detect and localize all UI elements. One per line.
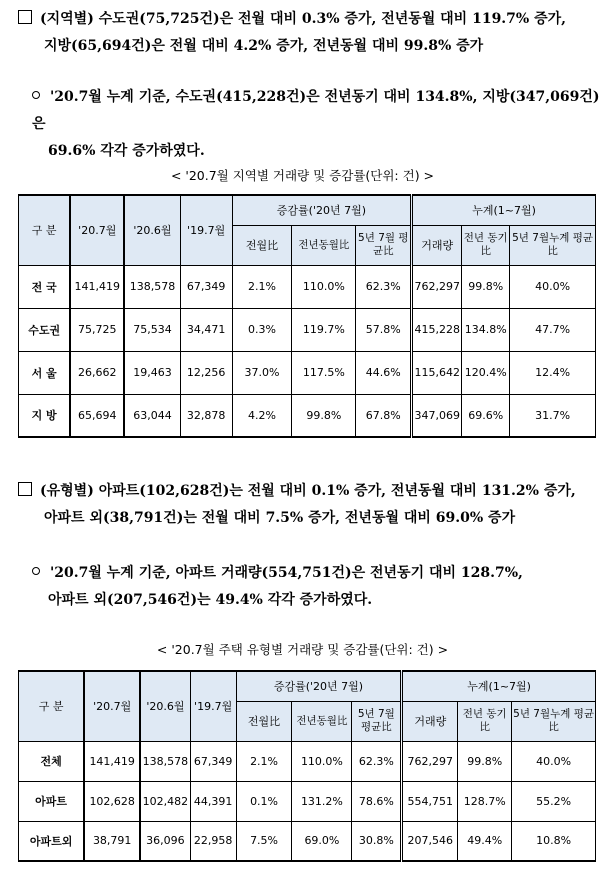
- table-row: [19, 781, 596, 821]
- row-label: 아파트: [19, 781, 85, 821]
- table1-header-category: 구 분: [19, 195, 71, 265]
- section2-sub-line1: '20.7월 누계 기준, 아파트 거래량(554,751건)은 전년동기 대비 128.7%,: [32, 560, 600, 587]
- table1-header-yoy: 전년동월比: [292, 225, 356, 265]
- table2-caption: < '20.7월 주택 유형별 거래량 및 증감률(단위: 건) >: [156, 642, 449, 657]
- cell: 67,349: [180, 265, 232, 308]
- cell: 10.8%: [512, 821, 596, 861]
- cell: 63,044: [124, 394, 180, 437]
- table1-header-avg5-cum: 5년 7월누계 평균比: [510, 225, 596, 265]
- section2-paragraph: [18, 478, 600, 532]
- cell: 62.3%: [356, 265, 412, 308]
- cell: 37.0%: [232, 351, 292, 394]
- table1-caption: < '20.7월 지역별 거래량 및 증감률(단위: 건) >: [170, 168, 435, 183]
- section2-subparagraph: [32, 560, 600, 614]
- cell: 762,297: [402, 741, 458, 781]
- row-label: 서 울: [19, 351, 71, 394]
- section1-sub-line2: 69.6% 각각 증가하였다.: [48, 143, 205, 159]
- cell: 40.0%: [512, 741, 596, 781]
- cell: 117.5%: [292, 351, 356, 394]
- section1-sub-line1: '20.7월 누계 기준, 수도권(415,228건)은 전년동기 대비 134.8%, 지방(347,069건)은: [32, 89, 600, 132]
- table-row: [19, 265, 596, 308]
- table-row: [19, 821, 596, 861]
- cell: 138,578: [140, 741, 190, 781]
- table2-header-prev-period: 전년 동기比: [458, 701, 512, 741]
- cell: 102,482: [140, 781, 190, 821]
- table1-header-cumulative-group: 누계(1~7월): [412, 195, 596, 225]
- table-row: [19, 351, 596, 394]
- cell: 32,878: [180, 394, 232, 437]
- cell: 2.1%: [236, 741, 292, 781]
- section1-line2: 지방(65,694건)은 전월 대비 4.2% 증가, 전년동월 대비 99.8% 증가: [44, 38, 484, 54]
- row-label: 전 국: [19, 265, 71, 308]
- row-label: 아파트외: [19, 821, 85, 861]
- cell: 22,958: [190, 821, 236, 861]
- cell: 347,069: [412, 394, 462, 437]
- cell: 55.2%: [512, 781, 596, 821]
- table2-header-2006: '20.6월: [140, 671, 190, 741]
- table1: [18, 194, 596, 438]
- table2-header-mom: 전월比: [236, 701, 292, 741]
- cell: 207,546: [402, 821, 458, 861]
- table2: [18, 670, 596, 862]
- cell: 99.8%: [458, 741, 512, 781]
- bullet-circle-icon: [32, 567, 40, 575]
- cell: 12.4%: [510, 351, 596, 394]
- cell: 75,534: [124, 308, 180, 351]
- cell: 115,642: [412, 351, 462, 394]
- cell: 0.1%: [236, 781, 292, 821]
- cell: 36,096: [140, 821, 190, 861]
- table1-header-change-group: 증감률('20년 7월): [232, 195, 412, 225]
- cell: 67,349: [190, 741, 236, 781]
- cell: 30.8%: [352, 821, 402, 861]
- cell: 31.7%: [510, 394, 596, 437]
- cell: 99.8%: [462, 265, 510, 308]
- section2-sub-line2: 아파트 외(207,546건)는 49.4% 각각 증가하였다.: [48, 592, 373, 608]
- cell: 141,419: [70, 265, 124, 308]
- cell: 78.6%: [352, 781, 402, 821]
- cell: 99.8%: [292, 394, 356, 437]
- cell: 110.0%: [292, 265, 356, 308]
- table1-header-2007: '20.7월: [70, 195, 124, 265]
- cell: 0.3%: [232, 308, 292, 351]
- table2-header-category: 구 분: [19, 671, 85, 741]
- table2-header-change-group: 증감률('20년 7월): [236, 671, 402, 701]
- section1-subparagraph: [32, 84, 600, 165]
- checkbox-square-icon: [18, 10, 32, 24]
- cell: 141,419: [84, 741, 140, 781]
- section2-line1: (유형별) 아파트(102,628건)는 전월 대비 0.1% 증가, 전년동월 대비 131.2% 증가,: [18, 478, 600, 505]
- table1-header-1907: '19.7월: [180, 195, 232, 265]
- table-row: [19, 394, 596, 437]
- cell: 134.8%: [462, 308, 510, 351]
- section1-line1: (지역별) 수도권(75,725건)은 전월 대비 0.3% 증가, 전년동월 대비 119.7% 증가,: [18, 6, 600, 33]
- cell: 67.8%: [356, 394, 412, 437]
- table1-header-2006: '20.6월: [124, 195, 180, 265]
- bullet-circle-icon: [32, 91, 40, 99]
- cell: 110.0%: [292, 741, 352, 781]
- cell: 44.6%: [356, 351, 412, 394]
- cell: 131.2%: [292, 781, 352, 821]
- checkbox-square-icon: [18, 482, 32, 496]
- table2-header-avg5: 5년 7월 평균比: [352, 701, 402, 741]
- cell: 554,751: [402, 781, 458, 821]
- table1-header-prev-period: 전년 동기比: [462, 225, 510, 265]
- section2-line2: 아파트 외(38,791건)는 전월 대비 7.5% 증가, 전년동월 대비 69.0% 증가: [44, 510, 516, 526]
- table2-header-cumulative-group: 누계(1~7월): [402, 671, 596, 701]
- table1-header-avg5: 5년 7월 평균比: [356, 225, 412, 265]
- cell: 4.2%: [232, 394, 292, 437]
- cell: 12,256: [180, 351, 232, 394]
- cell: 44,391: [190, 781, 236, 821]
- cell: 69.0%: [292, 821, 352, 861]
- cell: 40.0%: [510, 265, 596, 308]
- table1-header-mom: 전월比: [232, 225, 292, 265]
- section1-paragraph: [18, 6, 600, 60]
- cell: 34,471: [180, 308, 232, 351]
- row-label: 수도권: [19, 308, 71, 351]
- cell: 7.5%: [236, 821, 292, 861]
- cell: 26,662: [70, 351, 124, 394]
- cell: 47.7%: [510, 308, 596, 351]
- cell: 128.7%: [458, 781, 512, 821]
- table2-header-yoy: 전년동월比: [292, 701, 352, 741]
- cell: 49.4%: [458, 821, 512, 861]
- cell: 62.3%: [352, 741, 402, 781]
- cell: 2.1%: [232, 265, 292, 308]
- row-label: 전체: [19, 741, 85, 781]
- cell: 19,463: [124, 351, 180, 394]
- table2-header-avg5-cum: 5년 7월누계 평균比: [512, 701, 596, 741]
- cell: 75,725: [70, 308, 124, 351]
- cell: 415,228: [412, 308, 462, 351]
- cell: 762,297: [412, 265, 462, 308]
- cell: 119.7%: [292, 308, 356, 351]
- cell: 120.4%: [462, 351, 510, 394]
- table2-header-2007: '20.7월: [84, 671, 140, 741]
- cell: 65,694: [70, 394, 124, 437]
- table-row: [19, 308, 596, 351]
- table1-header-volume: 거래량: [412, 225, 462, 265]
- cell: 69.6%: [462, 394, 510, 437]
- cell: 57.8%: [356, 308, 412, 351]
- table2-header-1907: '19.7월: [190, 671, 236, 741]
- cell: 38,791: [84, 821, 140, 861]
- cell: 138,578: [124, 265, 180, 308]
- table-row: [19, 741, 596, 781]
- row-label: 지 방: [19, 394, 71, 437]
- cell: 102,628: [84, 781, 140, 821]
- table2-header-volume: 거래량: [402, 701, 458, 741]
